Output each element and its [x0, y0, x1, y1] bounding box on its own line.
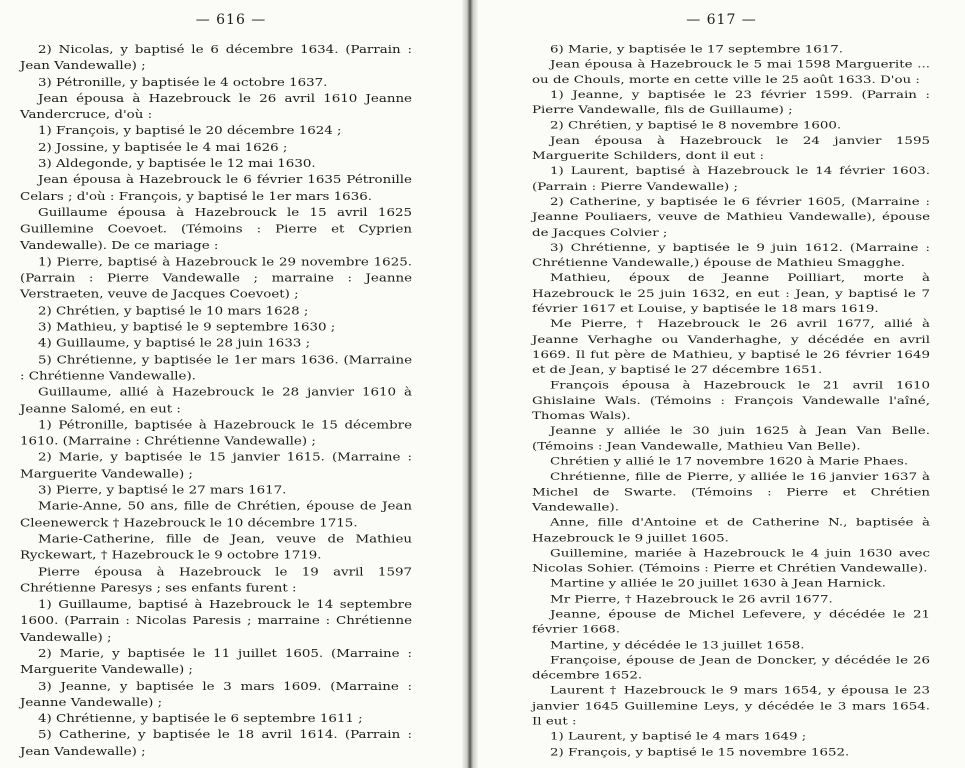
paragraph: Pierre épousa à Hazebrouck le 19 avril 1597 Chrétienne Paresys ; ses enfants furent : — [20, 565, 412, 595]
paragraph: 2) Jossine, y baptisée le 4 mai 1626 ; — [38, 141, 288, 155]
book-gutter — [462, 0, 478, 768]
paragraph: 3) Aldegonde, y baptisée le 12 mai 1630. — [38, 157, 316, 171]
paragraph: Chrétienne, fille de Pierre, y alliée le 16 janvier 1637 à Michel de Swarte. (Témoins : Pierre et Chrétien Vandewalle). — [532, 471, 930, 514]
paragraph: 2) Nicolas, y baptisé le 6 décembre 1634. (Parrain : Jean Vandewalle) ; — [20, 43, 412, 73]
paragraph: 4) Chrétienne, y baptisée le 6 septembre 1611 ; — [38, 712, 363, 726]
paragraph: 3) Pétronille, y baptisée le 4 octobre 1637. — [38, 76, 328, 90]
page-number-left: — 616 — — [195, 12, 267, 28]
paragraph: 1) Pétronille, baptisée à Hazebrouck le 15 décembre 1610. (Marraine : Chrétienne Vandewalle) ; — [20, 419, 412, 449]
left-page-text — [20, 42, 412, 760]
paragraph: 3) Chrétienne, y baptisée le 9 juin 1612. (Marraine : Chrétienne Vandewalle,) épouse de Mathieu Smagghe. — [532, 242, 930, 270]
paragraph: Marie-Anne, 50 ans, fille de Chrétien, épouse de Jean Cleenewerck † Hazebrouck le 10 décembre 1715. — [20, 500, 412, 530]
paragraph: Anne, fille d'Antoine et de Catherine N., baptisée à Hazebrouck le 9 juillet 1605. — [532, 517, 930, 545]
paragraph: 2) Marie, y baptisée le 15 janvier 1615. (Marraine : Marguerite Vandewalle) ; — [20, 451, 412, 481]
paragraph: 2) Chrétien, y baptisé le 8 novembre 1600. — [550, 119, 842, 132]
paragraph: Chrétien y allié le 17 novembre 1620 à Marie Phaes. — [550, 456, 909, 468]
paragraph: François épousa à Hazebrouck le 21 avril 1610 Ghislaine Wals. (Témoins : François Vandewalle l'aîné, Thomas Wals). — [532, 379, 930, 423]
paragraph: 2) François, y baptisé le 15 novembre 1652. — [550, 746, 850, 759]
paragraph: 3) Mathieu, y baptisé le 9 septembre 1630 ; — [38, 321, 336, 334]
paragraph: Guillaume épousa à Hazebrouck le 15 avril 1625 Guillemine Coevoet. (Témoins : Pierre et Cyprien Vandewalle). De ce mariage : — [20, 206, 412, 253]
paragraph: Jeanne, épouse de Michel Lefevere, y décédée le 21 février 1668. — [532, 608, 930, 636]
left-page — [0, 0, 462, 768]
right-page-text — [532, 42, 930, 760]
paragraph: 1) Guillaume, baptisé à Hazebrouck le 14 septembre 1600. (Parrain : Nicolas Paresis ; marraine : Chrétienne Vandewalle) ; — [20, 598, 412, 644]
paragraph: Jean épousa à Hazebrouck le 5 mai 1598 Marguerite ... ou de Chouls, morte en cette ville le 25 août 1633. D'ou : — [532, 58, 930, 87]
paragraph: Jeanne y alliée le 30 juin 1625 à Jean Van Belle. (Témoins : Jean Vandewalle, Mathieu Van Belle). — [532, 425, 930, 453]
paragraph: 1) Laurent, y baptisé le 4 mars 1649 ; — [550, 730, 807, 743]
paragraph: Mr Pierre, † Hazebrouck le 26 avril 1677. — [550, 593, 833, 606]
paragraph: 3) Pierre, y baptisé le 27 mars 1617. — [38, 484, 287, 498]
paragraph: Guillaume, allié à Hazebrouck le 28 janvier 1610 à Jeanne Salomé, en eut : — [20, 386, 412, 416]
paragraph: 1) Laurent, baptisé à Hazebrouck le 14 février 1603. (Parrain : Pierre Vandewalle) ; — [532, 165, 930, 193]
paragraph: Jean épousa à Hazebrouck le 26 avril 1610 Jeanne Vandercruce, d'où : — [20, 92, 412, 122]
paragraph: Marie-Catherine, fille de Jean, veuve de Mathieu Ryckewart, † Hazebrouck le 9 octobre 1719. — [20, 533, 412, 563]
paragraph: 1) Pierre, baptisé à Hazebrouck le 29 novembre 1625. (Parrain : Pierre Vandewalle ; marraine : Jeanne Verstraeten, veuve de Jacques Coevoet) ; — [20, 255, 412, 302]
paragraph: 5) Catherine, y baptisée le 18 avril 1614. (Parrain : Jean Vandewalle) ; — [20, 729, 412, 759]
paragraph: 2) Marie, y baptisée le 11 juillet 1605. (Marraine : Marguerite Vandewalle) ; — [20, 647, 412, 677]
page-number-right: — 617 — — [686, 12, 757, 28]
paragraph: Me Pierre, † Hazebrouck le 26 avril 1677, allié à Jeanne Verhaghe ou Vanderhaghe, y décédée en avril 1669. Il fut père de Mathieu, y baptisé le 26 février 1649 et de Jean, y baptisé le 27 décembre 1651. — [532, 318, 930, 377]
paragraph: 1) Jeanne, y baptisée le 23 février 1599. (Parrain : Pierre Vandewalle, fils de Guillaume) ; — [532, 89, 930, 117]
paragraph: Martine, y décédée le 13 juillet 1658. — [550, 639, 805, 652]
paragraph: Mathieu, époux de Jeanne Poilliart, morte à Hazebrouck le 25 juin 1632, en eut : Jean, y baptisé le 7 février 1617 et Louise, y baptisée le 18 mars 1619. — [532, 272, 930, 316]
paragraph: Jean épousa à Hazebrouck le 6 février 1635 Pétronille Celars ; d'où : François, y baptisé le 1er mars 1636. — [20, 174, 412, 204]
paragraph: 2) Chrétien, y baptisé le 10 mars 1628 ; — [38, 304, 309, 318]
paragraph: Jean épousa à Hazebrouck le 24 janvier 1595 Marguerite Schilders, dont il eut : — [532, 135, 930, 163]
paragraph: Martine y alliée le 20 juillet 1630 à Jean Harnick. — [550, 578, 886, 591]
paragraph: 5) Chrétienne, y baptisée le 1er mars 1636. (Marraine : Chrétienne Vandewalle). — [20, 353, 412, 383]
paragraph: 4) Guillaume, y baptisé le 28 juin 1633 ; — [38, 337, 311, 351]
paragraph: 3) Jeanne, y baptisée le 3 mars 1609. (Marraine : Jeanne Vandewalle) ; — [20, 680, 412, 710]
paragraph: Laurent † Hazebrouck le 9 mars 1654, y épousa le 23 janvier 1645 Guillemine Leys, y décédée le 3 mars 1654. Il eut : — [532, 685, 930, 728]
right-page — [478, 0, 965, 768]
paragraph: 2) Catherine, y baptisée le 6 février 1605, (Marraine : Jeanne Pouliaers, veuve de Mathieu Vandewalle), épouse de Jacques Colvier ; — [532, 196, 930, 239]
paragraph: 1) François, y baptisé le 20 décembre 1624 ; — [38, 125, 342, 138]
paragraph: Françoise, épouse de Jean de Doncker, y décédée le 26 décembre 1652. — [532, 654, 930, 682]
paragraph: 6) Marie, y baptisée le 17 septembre 1617. — [550, 43, 844, 56]
paragraph: Guillemine, mariée à Hazebrouck le 4 juin 1630 avec Nicolas Sohier. (Témoins : Pierre et Chrétien Vandewalle). — [532, 547, 930, 575]
